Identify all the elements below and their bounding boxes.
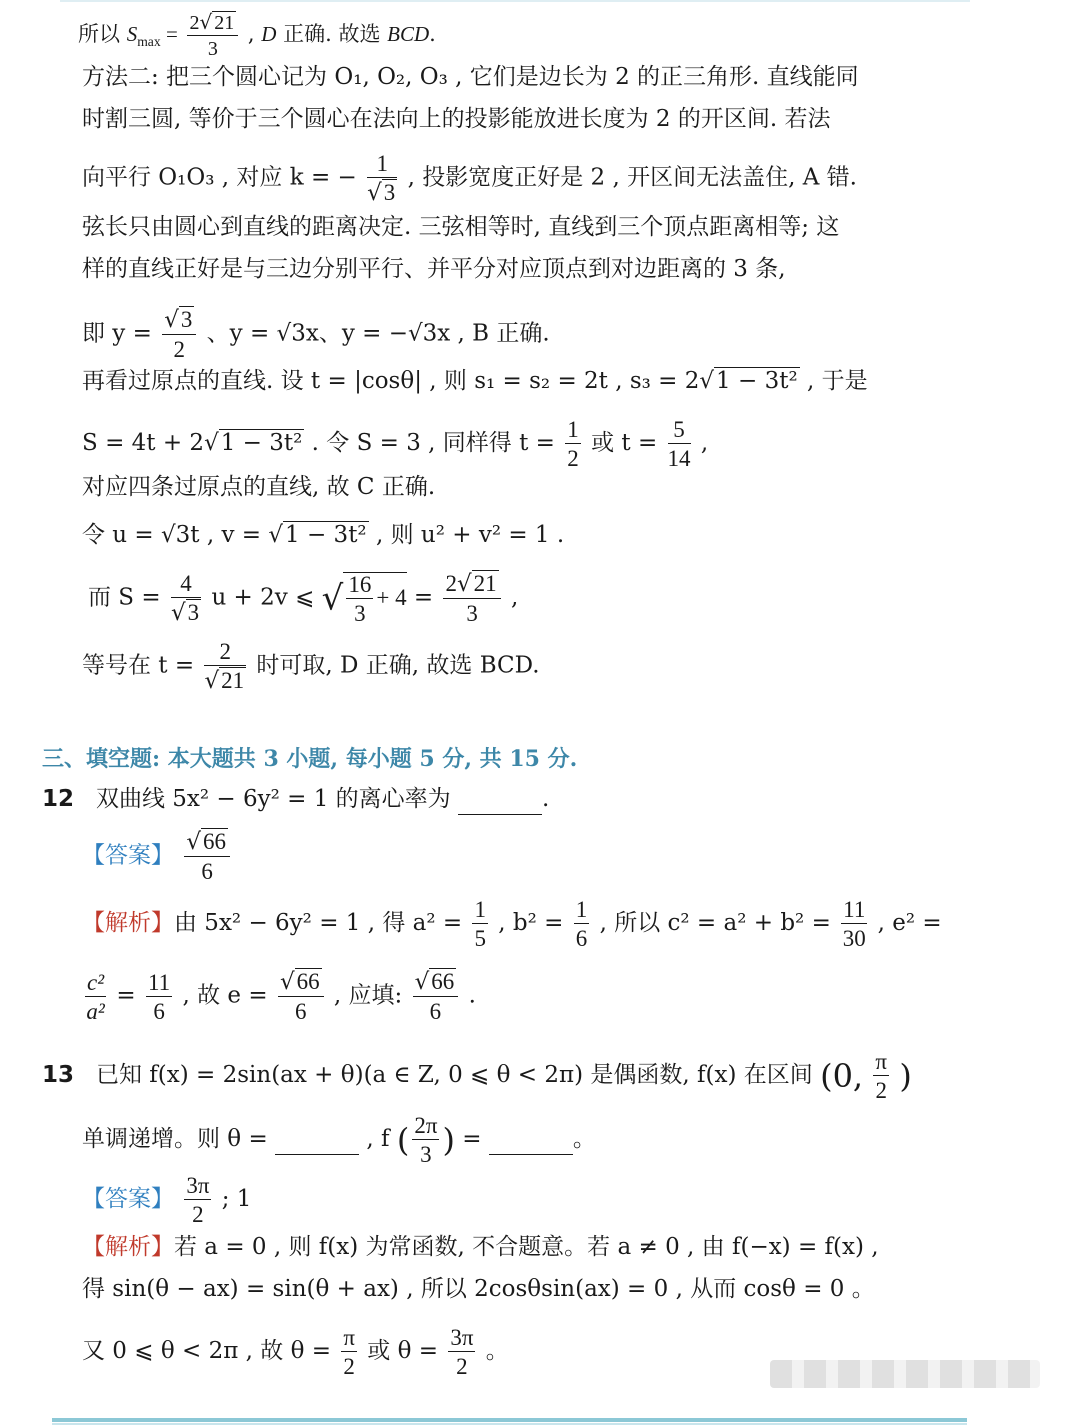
fraction: $\frac{1}{6}$	[575, 897, 588, 951]
text-line: 令 u = √3t , v = √1 − 3t² , 则 u² + v² = 1 .	[82, 522, 565, 548]
section-title: 三、填空题: 本大题共 3 小题, 每小题 5 分, 共 15 分.	[42, 746, 578, 772]
bottom-divider-light	[52, 1423, 967, 1425]
fraction: $\frac{2√21}{3}$	[443, 572, 500, 625]
fraction: $\frac{1}{2}$	[567, 417, 579, 471]
answer-line: 【答案】 $\frac{3\pi}{2}$ ; 1	[82, 1173, 252, 1227]
text-line: 对应四条过原点的直线, 故 C 正确.	[82, 474, 436, 500]
text-line: 时割三圆, 等价于三个圆心在法向上的投影能放进长度为 2 的开区间. 若法	[82, 106, 831, 132]
blurred-watermark	[770, 1360, 1040, 1388]
text-line: S = 4t + 2√1 − 3t² . 令 S = 3 , 同样得 t = $\frac{1}{2}$ 或 t = $\frac{5}{14}$ ,	[82, 417, 709, 471]
analysis-line: 【解析】由 5x² − 6y² = 1 , 得 a² = $\frac{1}{5}$ , b² = $\frac{1}{6}$ , 所以 c² = a² + b² = $\frac{11}{30}$ , e² =	[82, 897, 942, 951]
bottom-divider	[52, 1418, 967, 1422]
fraction: $\frac{\text{c²}}{\text{a²}}$	[86, 969, 105, 1024]
analysis-line: 【解析】若 a = 0 , 则 f(x) 为常函数, 不合题意。若 a ≠ 0 , 由 f(−x) = f(x) ,	[82, 1234, 879, 1260]
text-line: 样的直线正好是与三边分别平行、并平分对应顶点到对边距离的 3 条,	[82, 256, 786, 282]
fraction: $\frac{3\pi}{2}$	[186, 1173, 210, 1227]
text-line: 等号在 t = $\frac{2}{√21}$ 时可取, D 正确, 故选 BCD.	[82, 639, 540, 694]
fraction: $\frac{16}{3}$	[348, 572, 372, 626]
answer-line	[82, 830, 233, 883]
fraction: $\frac{√66}{6}$	[184, 830, 230, 883]
question-13-line2: 单调递增。则 θ = , f ( $\frac{2\pi}{3}$ ) = 。	[82, 1113, 596, 1167]
fraction: $\frac{\pi}{2}$	[343, 1325, 355, 1379]
fraction: $\frac{5}{14}$	[667, 417, 691, 471]
fraction: $\frac{√66}{6}$	[413, 970, 459, 1023]
fraction: $\frac{11}{30}$	[842, 897, 866, 951]
text-line: 所以 $S_{max}$ = $\frac{2√ 21}{3}$ , D 正确. 故选 BCD.	[78, 10, 436, 60]
analysis-line: 得 sin(θ − ax) = sin(θ + ax) , 所以 2cosθsin(ax) = 0 , 从而 cosθ = 0 。	[82, 1276, 875, 1302]
fraction: $\frac{\pi}{2}$	[875, 1049, 888, 1103]
fraction: $\frac{2\pi}{3}$	[414, 1113, 438, 1167]
text-line: 方法二: 把三个圆心记为 O₁, O₂, O₃ , 它们是边长为 2 的正三角形. 直线能同	[82, 64, 859, 90]
question-12: 12 双曲线 5x² − 6y² = 1 的离心率为 .	[42, 784, 549, 815]
text-line: 向平行 O₁O₃ , 对应 k = − $\frac{1}{√3}$ , 投影宽度正好是 2 , 开区间无法盖住, A 错.	[82, 151, 857, 206]
text-line: 再看过原点的直线. 设 t = |cosθ| , 则 s₁ = s₂ = 2t , s₃ = 2√1 − 3t² , 于是	[82, 368, 868, 394]
fraction: $\frac{4}{√3}$	[170, 571, 200, 626]
fraction: $\frac{2√ 21}{3}$	[187, 12, 238, 59]
fraction: $\frac{3\pi}{2}$	[450, 1325, 474, 1379]
fraction: $\frac{√66}{6}$	[278, 970, 324, 1023]
fraction: $\frac{1}{5}$	[474, 897, 486, 951]
analysis-tag: 【解析】	[82, 910, 174, 936]
fraction: $\frac{2}{√21}$	[204, 639, 245, 694]
text-line: 而 S = $\frac{4}{√3}$ u + 2v ⩽ √ $\frac{16}{3}$ + 4 = $\frac{2√21}{3}$ ,	[88, 571, 519, 626]
fraction: $\frac{1}{√3}$	[367, 151, 396, 206]
text-line: 弦长只由圆心到直线的距离决定. 三弦相等时, 直线到三个顶点距离相等; 这	[82, 214, 840, 240]
answer-blank	[489, 1124, 573, 1155]
top-divider	[60, 0, 970, 2]
analysis-line: 又 0 ⩽ θ < 2π , 故 θ = $\frac{\pi}{2}$ 或 θ = $\frac{3\pi}{2}$ 。	[82, 1325, 509, 1379]
analysis-line: $\frac{\text{c²}}{\text{a²}}$ = $\frac{11}{6}$ , 故 e = $\frac{√66}{6}$ , 应填: $\frac{√66}{6}$ .	[86, 969, 476, 1024]
answer-blank	[458, 784, 542, 815]
question-13: 13 已知 f(x) = 2sin(ax + θ)(a ∈ Z, 0 ⩽ θ < 2π) 是偶函数, f(x) 在区间 (0, $\frac{\pi}{2}$ )	[42, 1049, 912, 1103]
fraction: $\frac{√3}{2}$	[162, 308, 196, 361]
answer-tag: 【答案】	[82, 842, 174, 869]
answer-tag: 【答案】	[82, 1186, 174, 1212]
text-line: 即 y = $\frac{√3}{2}$ 、y = √3x、y = −√3x , B 正确.	[82, 307, 550, 362]
answer-blank	[275, 1124, 359, 1155]
analysis-tag: 【解析】	[82, 1234, 174, 1260]
fraction: $\frac{11}{6}$	[148, 969, 171, 1024]
